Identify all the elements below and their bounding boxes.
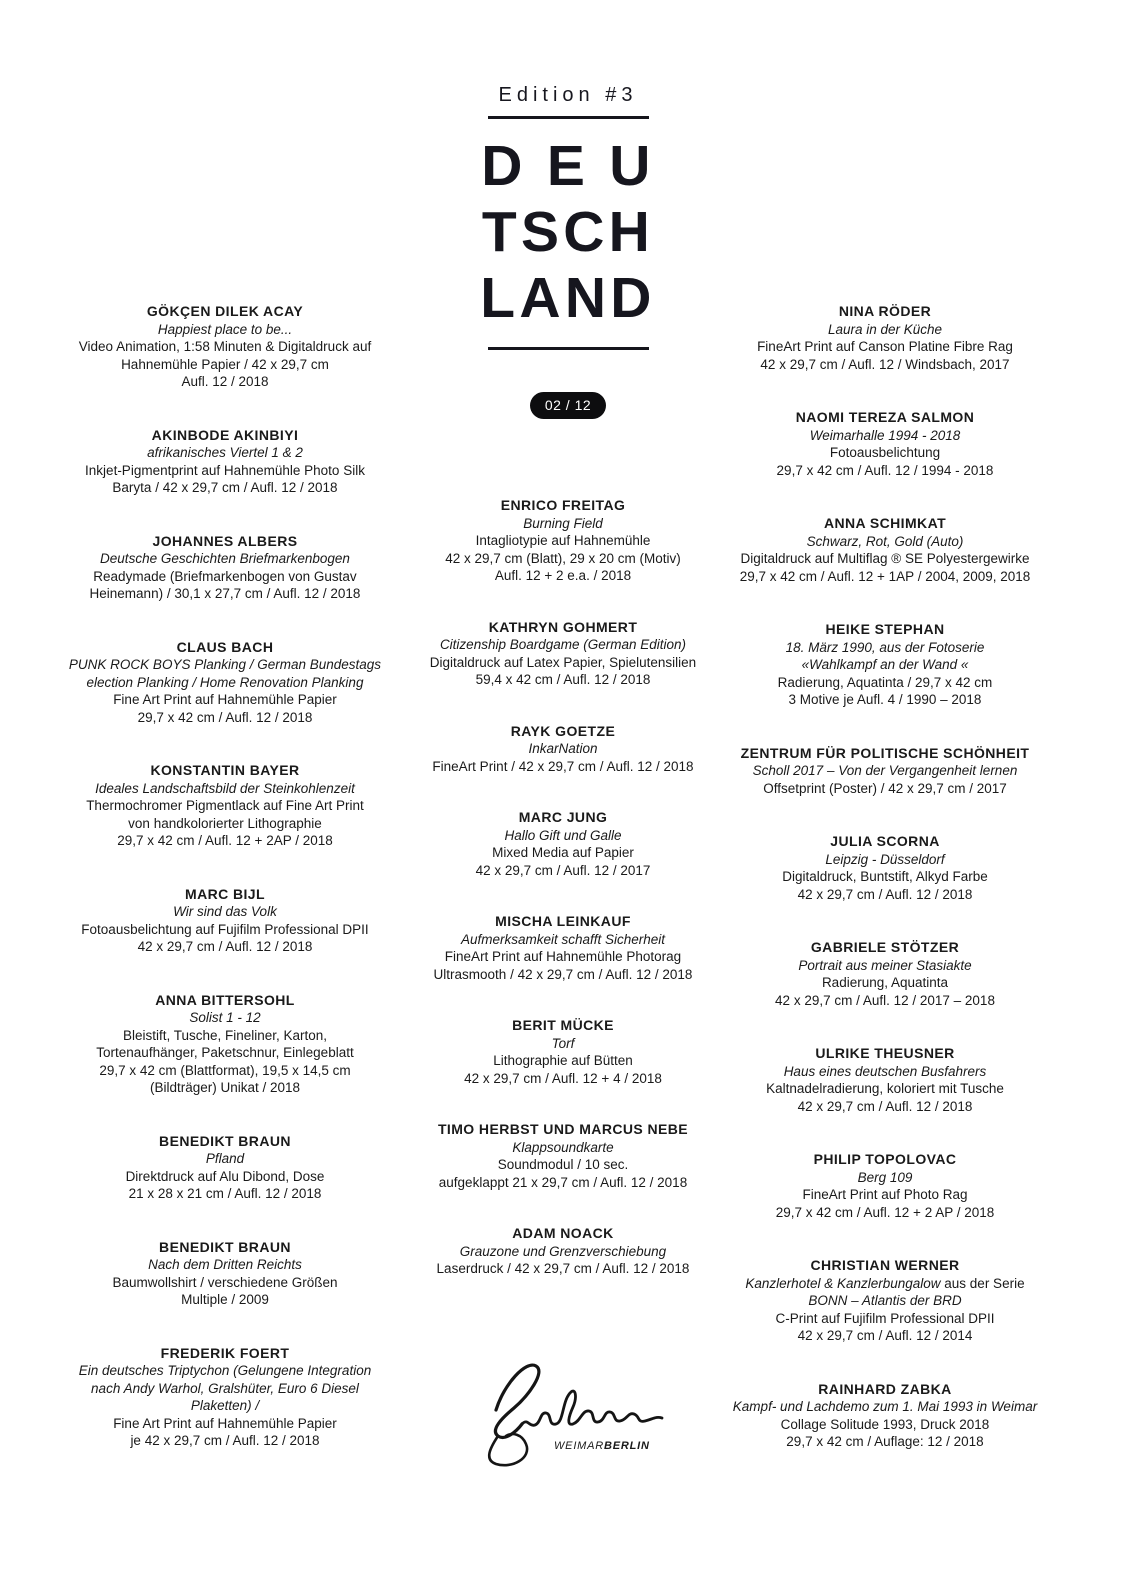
work-detail-line: Heinemann) / 30,1 x 27,7 cm / Aufl. 12 / 2018 — [89, 586, 361, 601]
artist-name: JOHANNES ALBERS — [152, 532, 298, 549]
eigenheim-signature-icon — [474, 1348, 674, 1498]
work-detail-line: C-Print auf Fujifilm Professional DPII — [775, 1310, 995, 1326]
work-title-line: Deutsche Geschichten Briefmarkenbogen — [100, 551, 350, 566]
work-title-line: Plaketten) / — [190, 1398, 260, 1413]
artist-name: FREDERIK FOERT — [160, 1344, 290, 1361]
artist-entry — [60, 1345, 390, 1450]
artist-name: CHRISTIAN WERNER — [810, 1257, 960, 1273]
page-title — [418, 133, 718, 331]
work-detail-line: (Bildträger) Unikat / 2018 — [149, 1080, 301, 1095]
artist-entry — [730, 939, 1040, 1009]
work-detail-line: 42 x 29,7 cm / Aufl. 12 / 2018 — [137, 939, 313, 954]
artist-column-left — [60, 303, 390, 1450]
work-detail-line: FineArt Print auf Canson Platine Fibre Rag — [757, 339, 1013, 354]
artist-name: PHILIP TOPOLOVAC — [813, 1151, 957, 1167]
work-detail-line: 29,7 x 42 cm / Aufl. 12 / 1994 - 2018 — [776, 462, 994, 478]
page-title-line: LAND — [480, 266, 656, 330]
work-title-line: 18. März 1990, aus der Fotoserie — [785, 639, 985, 655]
work-title-line: Pfland — [205, 1151, 245, 1166]
artist-name: MISCHA LEINKAUF — [495, 913, 631, 929]
work-title-line: Scholl 2017 – Von der Vergangenheit lernen — [752, 763, 1018, 778]
work-title-line: PUNK ROCK BOYS Planking / German Bundestags — [68, 657, 382, 672]
work-detail-line: 42 x 29,7 cm (Blatt), 29 x 20 cm (Motiv) — [445, 550, 681, 566]
artist-entry — [413, 809, 713, 879]
work-title-line: «Wahlkampf an der Wand « — [801, 657, 969, 672]
work-detail-line: Offsetprint (Poster) / 42 x 29,7 cm / 2017 — [763, 780, 1007, 796]
work-detail-line: Radierung, Aquatinta / 29,7 x 42 cm — [777, 674, 993, 690]
work-detail-line: 21 x 28 x 21 cm / Aufl. 12 / 2018 — [128, 1186, 322, 1201]
logo-berlin: BERLIN — [604, 1440, 650, 1452]
work-detail-line: Digitaldruck auf Latex Papier, Spielutensilien — [429, 654, 697, 670]
work-title-line: Ein deutsches Triptychon (Gelungene Integration — [78, 1363, 372, 1378]
artist-entry — [730, 1381, 1040, 1451]
work-detail-line: 42 x 29,7 cm / Aufl. 12 / 2018 — [797, 886, 973, 902]
work-title-line: Leipzig - Düsseldorf — [825, 851, 945, 867]
work-title-line: Hallo Gift und Galle — [504, 827, 622, 843]
artist-name: RAYK GOETZE — [510, 722, 616, 739]
artist-entry — [730, 1151, 1040, 1221]
work-detail-line: FineArt Print auf Hahnemühle Photorag — [444, 949, 682, 964]
work-detail-line: 29,7 x 42 cm / Aufl. 12 + 2 AP / 2018 — [775, 1204, 995, 1220]
work-detail-line: Thermochromer Pigmentlack auf Fine Art Print — [86, 798, 364, 813]
work-detail-line: FineArt Print auf Photo Rag — [802, 1187, 968, 1202]
work-detail-line: Intagliotypie auf Hahnemühle — [475, 533, 651, 548]
work-detail-line: Direktdruck auf Alu Dibond, Dose — [125, 1168, 325, 1184]
work-title-line: InkarNation — [528, 741, 598, 756]
work-detail-line: Aufl. 12 / 2018 — [181, 374, 269, 389]
artist-name: MARC JUNG — [518, 809, 608, 825]
work-detail-line: Collage Solitude 1993, Druck 2018 — [780, 1416, 990, 1432]
work-detail-line: 42 x 29,7 cm / Aufl. 12 / 2014 — [797, 1328, 973, 1343]
work-title-line: Grauzone und Grenzverschiebung — [459, 1243, 667, 1259]
work-detail-segment: aus der Serie — [944, 1275, 1025, 1291]
artist-name: KONSTANTIN BAYER — [150, 762, 300, 778]
work-title-line: election Planking / Home Renovation Planking — [86, 674, 364, 690]
work-detail-line: Digitaldruck, Buntstift, Alkyd Farbe — [782, 869, 988, 884]
artist-name: BENEDIKT BRAUN — [159, 1132, 291, 1149]
work-detail-line: Aufl. 12 + 2 e.a. / 2018 — [494, 568, 632, 583]
work-detail-line: 29,7 x 42 cm / Aufl. 12 / 2018 — [137, 709, 313, 725]
work-title-line: Berg 109 — [857, 1169, 913, 1185]
artist-name: TIMO HERBST UND MARCUS NEBE — [437, 1121, 689, 1137]
eigenheim-logo — [474, 1348, 674, 1498]
artist-entry — [60, 533, 390, 603]
work-detail-line: von handkolorierter Lithographie — [128, 815, 322, 831]
artist-entry — [60, 303, 390, 391]
work-detail-line: Baumwollshirt / verschiedene Größen — [112, 1274, 338, 1290]
artist-name: ENRICO FREITAG — [500, 497, 626, 513]
artist-entry — [730, 833, 1040, 903]
work-detail-line: 29,7 x 42 cm / Aufl. 12 + 1AP / 2004, 2009, 2018 — [739, 568, 1031, 584]
work-detail-line: FineArt Print / 42 x 29,7 cm / Aufl. 12 / 2018 — [432, 758, 694, 774]
work-detail-line: Lithographie auf Bütten — [493, 1053, 633, 1068]
work-title-line: nach Andy Warhol, Gralshüter, Euro 6 Diesel — [91, 1380, 359, 1396]
work-detail-line: Bleistift, Tusche, Fineliner, Karton, — [122, 1027, 328, 1043]
work-detail-line: Hahnemühle Papier / 42 x 29,7 cm — [121, 356, 329, 372]
artist-name: ULRIKE THEUSNER — [815, 1045, 955, 1061]
artist-name: ZENTRUM FÜR POLITISCHE SCHÖNHEIT — [740, 744, 1030, 761]
work-detail-line: Laserdruck / 42 x 29,7 cm / Aufl. 12 / 2018 — [436, 1261, 690, 1276]
artist-name: RAINHARD ZABKA — [818, 1380, 952, 1397]
artist-name: ADAM NOACK — [512, 1225, 614, 1241]
work-detail-line: Tortenaufhänger, Paketschnur, Einlegeblatt — [96, 1045, 354, 1060]
work-title-line: afrikanisches Viertel 1 & 2 — [147, 445, 303, 460]
work-detail-line: 29,7 x 42 cm / Auflage: 12 / 2018 — [786, 1434, 984, 1449]
work-title-line: Ideales Landschaftsbild der Steinkohlenzeit — [95, 780, 355, 796]
artist-name: NAOMI TEREZA SALMON — [795, 409, 975, 425]
work-detail-line: je 42 x 29,7 cm / Aufl. 12 / 2018 — [130, 1433, 320, 1448]
edition-counter-badge: 02 / 12 — [530, 392, 606, 419]
work-title-line: Solist 1 - 12 — [189, 1010, 261, 1025]
artist-entry — [413, 1121, 713, 1191]
artist-entry — [413, 1017, 713, 1087]
artist-entry — [413, 497, 713, 585]
work-detail-line: 42 x 29,7 cm / Aufl. 12 / Windsbach, 2017 — [760, 356, 1010, 372]
work-detail-line: 42 x 29,7 cm / Aufl. 12 + 4 / 2018 — [464, 1070, 662, 1086]
work-detail-line: Radierung, Aquatinta — [821, 975, 949, 990]
divider-line-top — [488, 116, 649, 119]
artist-name: GABRIELE STÖTZER — [810, 939, 960, 955]
artist-column-right — [730, 303, 1040, 1451]
work-detail-line: Kaltnadelradierung, koloriert mit Tusche — [766, 1081, 1004, 1096]
work-title-line: Happiest place to be... — [157, 321, 293, 337]
artist-entry — [413, 1225, 713, 1278]
divider-line-bottom — [488, 347, 649, 350]
artist-name: JULIA SCORNA — [830, 833, 940, 849]
work-detail-line: 42 x 29,7 cm / Aufl. 12 / 2017 – 2018 — [775, 992, 995, 1008]
artist-name: BENEDIKT BRAUN — [159, 1238, 291, 1255]
work-detail-line: Multiple / 2009 — [181, 1292, 269, 1307]
artist-name: ANNA BITTERSOHL — [155, 991, 295, 1008]
artist-entry — [60, 639, 390, 727]
artist-name: MARC BIJL — [184, 885, 265, 902]
work-detail-line: Video Animation, 1:58 Minuten & Digitaldruck auf — [78, 339, 372, 354]
work-detail-line: Soundmodul / 10 sec. — [497, 1157, 629, 1172]
work-title-line: Citizenship Boardgame (German Edition) — [439, 637, 687, 652]
work-title-line: BONN – Atlantis der BRD — [808, 1293, 962, 1308]
page-title-line: TSCH — [481, 200, 655, 264]
page-title-line: D E U — [481, 134, 655, 198]
artist-entry — [730, 745, 1040, 798]
artist-entry — [413, 913, 713, 983]
work-detail-line: 42 x 29,7 cm / Aufl. 12 / 2018 — [797, 1098, 973, 1114]
work-detail-line: Mixed Media auf Papier — [492, 845, 634, 860]
work-title-line: Weimarhalle 1994 - 2018 — [809, 427, 961, 443]
artist-name: GÖKÇEN DILEK ACAY — [146, 303, 304, 319]
work-title-segment: Kanzlerhotel & Kanzlerbungalow — [745, 1275, 945, 1291]
work-detail-line: Readymade (Briefmarkenbogen von Gustav — [93, 568, 357, 584]
work-detail-line: 59,4 x 42 cm / Aufl. 12 / 2018 — [475, 672, 651, 687]
artist-entry — [730, 621, 1040, 709]
work-title-line: Portrait aus meiner Stasiakte — [798, 957, 972, 973]
work-detail-line: Fotoausbelichtung auf Fujifilm Professional DPII — [81, 921, 369, 937]
artist-entry — [730, 409, 1040, 479]
artist-name: BERIT MÜCKE — [512, 1017, 614, 1033]
work-detail-line: Fine Art Print auf Hahnemühle Papier — [113, 692, 337, 707]
artist-entry — [730, 515, 1040, 585]
artist-entry — [730, 303, 1040, 373]
edition-label: Edition #3 — [498, 84, 638, 106]
work-detail-line: 3 Motive je Aufl. 4 / 1990 – 2018 — [788, 692, 982, 707]
work-title-line: Schwarz, Rot, Gold (Auto) — [806, 533, 964, 549]
work-detail-line: 42 x 29,7 cm / Aufl. 12 / 2017 — [475, 862, 651, 878]
work-detail-line: Fine Art Print auf Hahnemühle Papier — [113, 1415, 337, 1431]
work-title-line: Nach dem Dritten Reichts — [148, 1257, 302, 1272]
work-detail-line: 29,7 x 42 cm / Aufl. 12 + 2AP / 2018 — [117, 833, 333, 848]
artist-name: ANNA SCHIMKAT — [823, 515, 947, 531]
work-title-line: Klappsoundkarte — [512, 1139, 614, 1155]
edition-header — [418, 84, 718, 419]
logo-wordmark — [554, 1440, 650, 1452]
artist-entry — [60, 886, 390, 956]
artist-name: AKINBODE AKINBIYI — [151, 426, 299, 443]
work-title-line: Torf — [551, 1035, 575, 1051]
artist-entry — [60, 1239, 390, 1309]
artist-column-center — [413, 497, 713, 1278]
artist-entry — [60, 427, 390, 497]
artist-entry — [730, 1257, 1040, 1345]
work-detail-line: aufgeklappt 21 x 29,7 cm / Aufl. 12 / 2018 — [438, 1174, 688, 1190]
work-detail-line: Inkjet-Pigmentprint auf Hahnemühle Photo Silk — [85, 462, 365, 478]
work-detail-line: Ultrasmooth / 42 x 29,7 cm / Aufl. 12 / 2018 — [433, 966, 693, 982]
work-detail-line: Digitaldruck auf Multiflag ® SE Polyestergewirke — [740, 551, 1030, 566]
work-detail-line: 29,7 x 42 cm (Blattformat), 19,5 x 14,5 cm — [99, 1062, 351, 1078]
artist-name: KATHRYN GOHMERT — [488, 618, 638, 635]
artist-entry — [60, 1133, 390, 1203]
work-title-line: Laura in der Küche — [827, 321, 943, 337]
artist-entry — [730, 1045, 1040, 1115]
work-title-line: Burning Field — [523, 515, 603, 531]
work-detail-line: Baryta / 42 x 29,7 cm / Aufl. 12 / 2018 — [112, 480, 338, 495]
artist-entry — [60, 762, 390, 850]
artist-name: HEIKE STEPHAN — [825, 621, 945, 637]
work-title-line: Wir sind das Volk — [173, 904, 277, 919]
artist-entry — [413, 619, 713, 689]
artist-entry — [413, 723, 713, 776]
artist-name: CLAUS BACH — [176, 638, 274, 655]
work-title-line: Kampf- und Lachdemo zum 1. Mai 1993 in Weimar — [732, 1399, 1038, 1414]
work-title-line: Haus eines deutschen Busfahrers — [783, 1063, 987, 1079]
work-detail-line: Fotoausbelichtung — [829, 445, 941, 460]
logo-weimar: WEIMAR — [554, 1440, 605, 1452]
artist-name: NINA RÖDER — [838, 303, 932, 319]
artist-entry — [60, 992, 390, 1097]
work-title-line — [730, 1275, 1040, 1293]
work-title-line: Aufmerksamkeit schafft Sicherheit — [460, 931, 666, 947]
